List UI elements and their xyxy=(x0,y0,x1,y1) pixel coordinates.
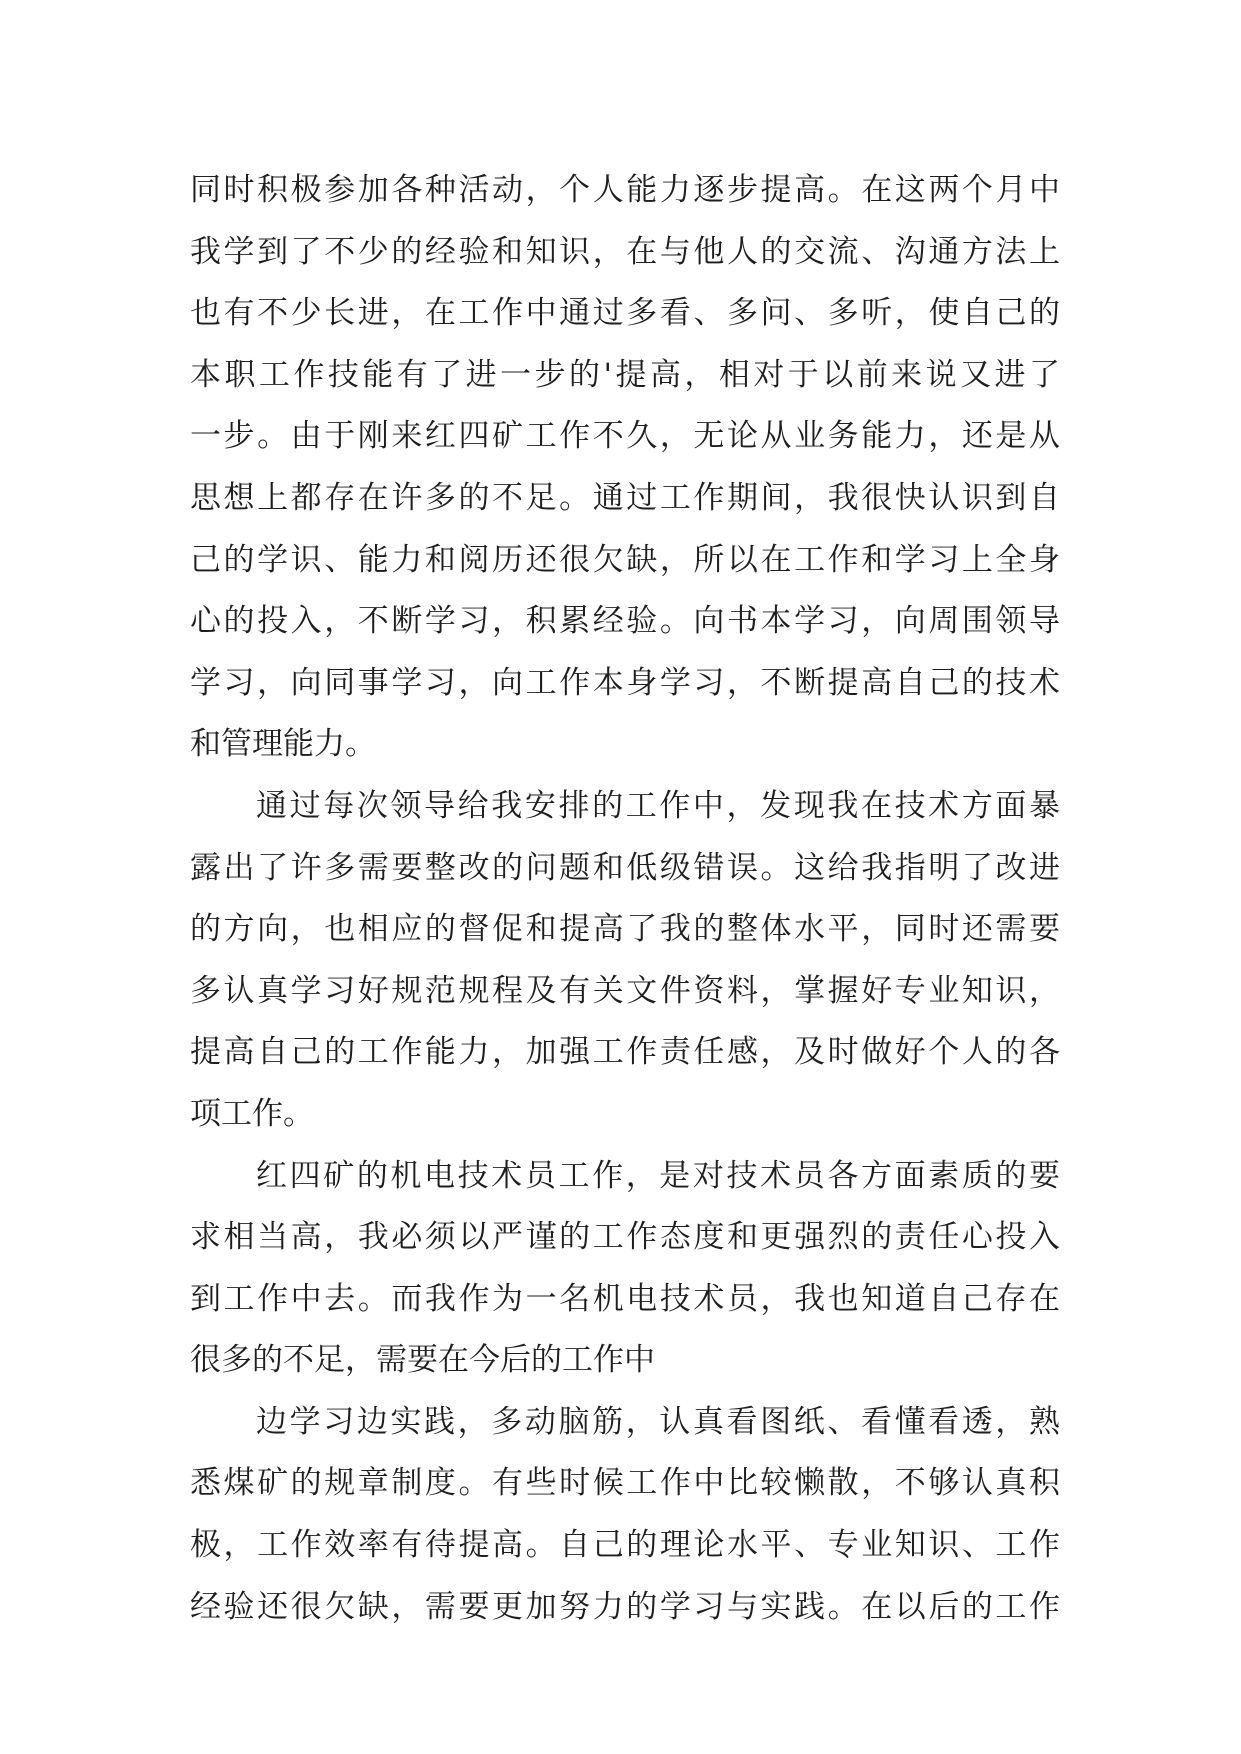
text-line: 多认真学习好规范规程及有关文件资料，掌握好专业知识， xyxy=(190,972,1060,1009)
text-line: 到工作中去。而我作为一名机电技术员，我也知道自己存在 xyxy=(190,1280,1060,1317)
text-line: 己的学识、能力和阅历还很欠缺，所以在工作和学习上全身 xyxy=(190,541,1060,578)
text-line: 很多的不足，需要在今后的工作中 xyxy=(190,1342,655,1379)
text-line: 悉煤矿的规章制度。有些时候工作中比较懒散，不够认真积 xyxy=(190,1465,1060,1502)
paragraph-first-line: 边学习边实践，多动脑筋，认真看图纸、看懂看透，熟 xyxy=(256,1403,1060,1440)
text-line: 心的投入，不断学习，积累经验。向书本学习，向周围领导 xyxy=(190,603,1060,640)
text-line: 同时积极参加各种活动，个人能力逐步提高。在这两个月中 xyxy=(190,172,1060,208)
text-line: 求相当高，我必须以严谨的工作态度和更强烈的责任心投入 xyxy=(190,1219,1060,1256)
text-line: 思想上都存在许多的不足。通过工作期间，我很快认识到自 xyxy=(190,479,1060,516)
text-line: 经验还很欠缺，需要更加努力的学习与实践。在以后的工作 xyxy=(190,1588,1060,1625)
text-line: 极，工作效率有待提高。自己的理论水平、专业知识、工作 xyxy=(190,1527,1060,1564)
text-line: 的方向，也相应的督促和提高了我的整体水平，同时还需要 xyxy=(190,911,1060,948)
text-line: 学习，向同事学习，向工作本身学习，不断提高自己的技术 xyxy=(190,664,1060,701)
body-text xyxy=(190,160,1060,1638)
paragraph-first-line: 通过每次领导给我安排的工作中，发现我在技术方面暴 xyxy=(256,787,1060,824)
paragraph-first-line: 红四矿的机电技术员工作，是对技术员各方面素质的要 xyxy=(256,1157,1060,1194)
text-line: 一步。由于刚来红四矿工作不久，无论从业务能力，还是从 xyxy=(190,418,1060,455)
text-line: 也有不少长进，在工作中通过多看、多问、多听，使自己的 xyxy=(190,295,1060,332)
text-line: 我学到了不少的经验和知识，在与他人的交流、沟通方法上 xyxy=(190,233,1060,270)
text-line: 项工作。 xyxy=(190,1095,314,1132)
text-line: 和管理能力。 xyxy=(190,726,376,763)
text-line: 本职工作技能有了进一步的'提高，相对于以前来说又进了 xyxy=(190,356,1060,393)
text-line: 露出了许多需要整改的问题和低级错误。这给我指明了改进 xyxy=(190,849,1060,886)
text-line: 提高自己的工作能力，加强工作责任感，及时做好个人的各 xyxy=(190,1034,1060,1071)
